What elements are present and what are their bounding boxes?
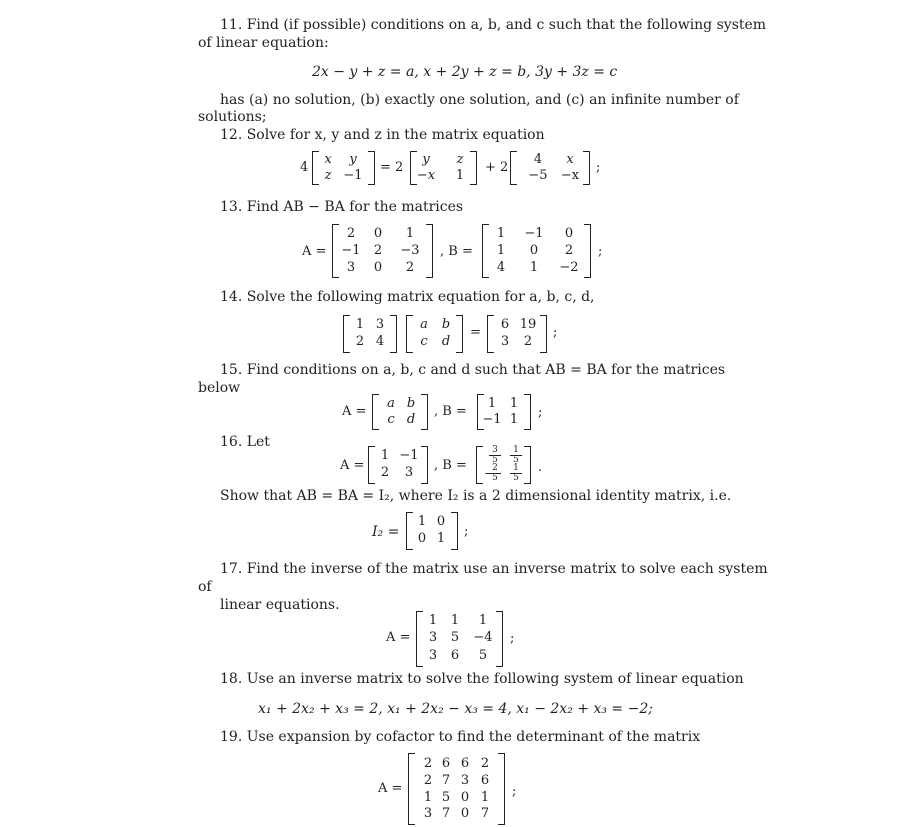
matrix-cell: 7 <box>480 806 490 821</box>
bracket <box>470 151 477 185</box>
matrix-cell: 19 <box>519 317 537 332</box>
matrix-cell: 1 <box>478 613 488 628</box>
p16-line1: 16. Let <box>220 434 270 450</box>
p11-line1: 11. Find (if possible) conditions on a, b, and c such that the following system <box>220 17 767 33</box>
p11-line4: solutions; <box>198 109 267 125</box>
p11-line2: of linear equation: <box>198 35 329 51</box>
p17-line1: 17. Find the inverse of the matrix use an inverse matrix to solve each system <box>220 561 768 577</box>
matrix-cell: y <box>422 152 430 167</box>
p15-a-label: A = <box>342 404 367 419</box>
matrix-cell: −x <box>560 168 580 183</box>
p16-b-label: , B = <box>434 458 467 473</box>
bracket <box>496 611 503 667</box>
bracket <box>524 446 531 484</box>
matrix-cell: 6 <box>450 648 460 663</box>
minus-sign: − <box>484 467 494 480</box>
matrix-cell: 1 <box>496 226 506 241</box>
p11-line3: has (a) no solution, (b) exactly one solution, and (c) an infinite number of <box>220 92 739 108</box>
matrix-cell: 1 <box>496 243 506 258</box>
denominator: 5 <box>513 473 519 483</box>
p14-eq: = <box>470 325 481 340</box>
p13-a-label: A = <box>302 244 327 259</box>
semicolon: ; <box>538 405 543 420</box>
denominator: 5 <box>492 473 498 483</box>
bracket <box>476 446 483 484</box>
bracket <box>451 512 458 550</box>
numerator: 1 <box>510 446 522 456</box>
matrix-cell: 2 <box>405 260 415 275</box>
matrix-cell: 2 <box>380 465 390 480</box>
matrix-cell: b <box>406 396 416 411</box>
bracket <box>390 315 397 353</box>
semicolon: ; <box>598 244 603 259</box>
matrix-cell: 6 <box>500 317 510 332</box>
p18-line1: 18. Use an inverse matrix to solve the following system of linear equation <box>220 671 744 687</box>
bracket <box>408 753 415 825</box>
numerator: 2 <box>489 464 501 474</box>
p14-line1: 14. Solve the following matrix equation for a, b, c, d, <box>220 289 595 305</box>
matrix-cell: z <box>324 168 332 183</box>
bracket <box>426 224 433 278</box>
matrix-cell: 5 <box>478 648 488 663</box>
semicolon: ; <box>596 160 601 175</box>
bracket <box>421 394 428 430</box>
semicolon: ; <box>512 784 517 799</box>
matrix-cell: 2 <box>423 773 433 788</box>
p15-b-label: , B = <box>434 404 467 419</box>
matrix-cell: 4 <box>533 152 543 167</box>
matrix-cell: 1 <box>355 317 365 332</box>
matrix-cell: 1 <box>417 514 427 529</box>
matrix-cell: 1 <box>380 448 390 463</box>
matrix-cell: 0 <box>436 514 446 529</box>
numerator: 3 <box>489 446 501 456</box>
matrix-cell: 6 <box>460 756 470 771</box>
matrix-cell: −1 <box>482 412 502 427</box>
numerator: 1 <box>510 464 522 474</box>
matrix-cell: 5 <box>441 790 451 805</box>
bracket <box>332 224 339 278</box>
matrix-cell: −x <box>416 168 436 183</box>
bracket <box>482 224 489 278</box>
matrix-cell: −5 <box>528 168 548 183</box>
p17-line2: of <box>198 579 212 595</box>
bracket <box>524 394 531 430</box>
matrix-cell: 3 <box>428 630 438 645</box>
matrix-cell: 1 <box>529 260 539 275</box>
matrix-cell: 4 <box>496 260 506 275</box>
p16-line2: Show that AB = BA = I₂, where I₂ is a 2 dimensional identity matrix, i.e. <box>220 488 732 504</box>
matrix-cell: 1 <box>436 531 446 546</box>
matrix-cell: 0 <box>417 531 427 546</box>
matrix-cell: c <box>420 334 428 349</box>
matrix-cell: 3 <box>423 806 433 821</box>
p19-line1: 19. Use expansion by cofactor to find the determinant of the matrix <box>220 729 701 745</box>
matrix-cell: 0 <box>460 806 470 821</box>
matrix-cell: z <box>456 152 464 167</box>
matrix-cell: 3 <box>460 773 470 788</box>
matrix-cell: 1 <box>455 168 465 183</box>
p19-a-label: A = <box>378 781 403 796</box>
matrix-cell: 3 <box>500 334 510 349</box>
denominator: 5 <box>492 455 498 465</box>
matrix-cell: 2 <box>523 334 533 349</box>
matrix-cell: 1 <box>428 613 438 628</box>
matrix-cell: 3 <box>404 465 414 480</box>
fraction-cell <box>510 464 522 483</box>
bracket <box>406 315 413 353</box>
matrix-cell: b <box>441 317 451 332</box>
semicolon: ; <box>464 524 469 539</box>
matrix-cell: −1 <box>399 448 419 463</box>
p15-line2: below <box>198 380 241 396</box>
matrix-cell: 2 <box>423 756 433 771</box>
matrix-cell: 2 <box>564 243 574 258</box>
bracket <box>456 315 463 353</box>
bracket <box>583 151 590 185</box>
matrix-cell: 7 <box>441 806 451 821</box>
bracket <box>421 446 428 484</box>
matrix-cell: −1 <box>524 226 544 241</box>
denominator: 5 <box>513 455 519 465</box>
matrix-cell: 0 <box>460 790 470 805</box>
matrix-cell: 6 <box>441 756 451 771</box>
matrix-cell: 1 <box>423 790 433 805</box>
matrix-cell: −1 <box>343 168 363 183</box>
matrix-cell: 0 <box>529 243 539 258</box>
p12-plus: + 2 <box>485 160 509 175</box>
matrix-cell: y <box>349 152 357 167</box>
bracket <box>584 224 591 278</box>
matrix-cell: 3 <box>346 260 356 275</box>
p15-line1: 15. Find conditions on a, b, c and d such that AB = BA for the matrices <box>220 362 726 378</box>
p17-line3: linear equations. <box>220 597 340 613</box>
matrix-cell: −1 <box>341 243 361 258</box>
matrix-cell: 4 <box>375 334 385 349</box>
matrix-cell: 2 <box>480 756 490 771</box>
bracket <box>487 315 494 353</box>
matrix-cell: 6 <box>480 773 490 788</box>
matrix-cell: 1 <box>509 396 519 411</box>
semicolon: ; <box>510 631 515 646</box>
bracket <box>510 151 517 185</box>
bracket <box>498 753 505 825</box>
matrix-cell: 0 <box>373 226 383 241</box>
p13-line1: 13. Find AB − BA for the matrices <box>220 199 464 215</box>
matrix-cell: 1 <box>480 790 490 805</box>
p16-i-label: I₂ = <box>372 524 400 540</box>
semicolon: ; <box>553 325 558 340</box>
matrix-cell: 5 <box>450 630 460 645</box>
matrix-cell: 2 <box>346 226 356 241</box>
matrix-cell: −4 <box>473 630 493 645</box>
matrix-cell: 3 <box>428 648 438 663</box>
p12-eq: = 2 <box>380 160 404 175</box>
period: . <box>538 460 543 475</box>
matrix-cell: d <box>406 412 416 427</box>
matrix-cell: c <box>387 412 395 427</box>
matrix-cell: 0 <box>373 260 383 275</box>
matrix-cell: d <box>441 334 451 349</box>
p11-equation: 2x − y + z = a, x + 2y + z = b, 3y + 3z = c <box>312 64 618 80</box>
matrix-cell: x <box>566 152 574 167</box>
matrix-cell: 2 <box>355 334 365 349</box>
p13-b-label: , B = <box>440 244 473 259</box>
bracket <box>540 315 547 353</box>
matrix-cell: a <box>420 317 428 332</box>
p18-equation: x₁ + 2x₂ + x₃ = 2, x₁ + 2x₂ − x₃ = 4, x₁ − 2x₂ + x₃ = −2; <box>258 701 653 717</box>
matrix-cell: 1 <box>509 412 519 427</box>
matrix-cell: 3 <box>375 317 385 332</box>
matrix-cell: 1 <box>487 396 497 411</box>
matrix-cell: −2 <box>559 260 579 275</box>
matrix-cell: x <box>324 152 332 167</box>
p16-a-label: A = <box>340 458 365 473</box>
matrix-cell: 0 <box>564 226 574 241</box>
bracket <box>368 151 375 185</box>
matrix-cell: 7 <box>441 773 451 788</box>
matrix-cell: 2 <box>373 243 383 258</box>
matrix-cell: 1 <box>405 226 415 241</box>
bracket <box>372 394 379 430</box>
p17-a-label: A = <box>386 630 411 645</box>
matrix-cell: a <box>387 396 395 411</box>
p12-line1: 12. Solve for x, y and z in the matrix equation <box>220 127 545 143</box>
p12-coef: 4 <box>300 160 309 175</box>
matrix-cell: 1 <box>450 613 460 628</box>
fraction-cell <box>489 464 501 483</box>
matrix-cell: −3 <box>400 243 420 258</box>
